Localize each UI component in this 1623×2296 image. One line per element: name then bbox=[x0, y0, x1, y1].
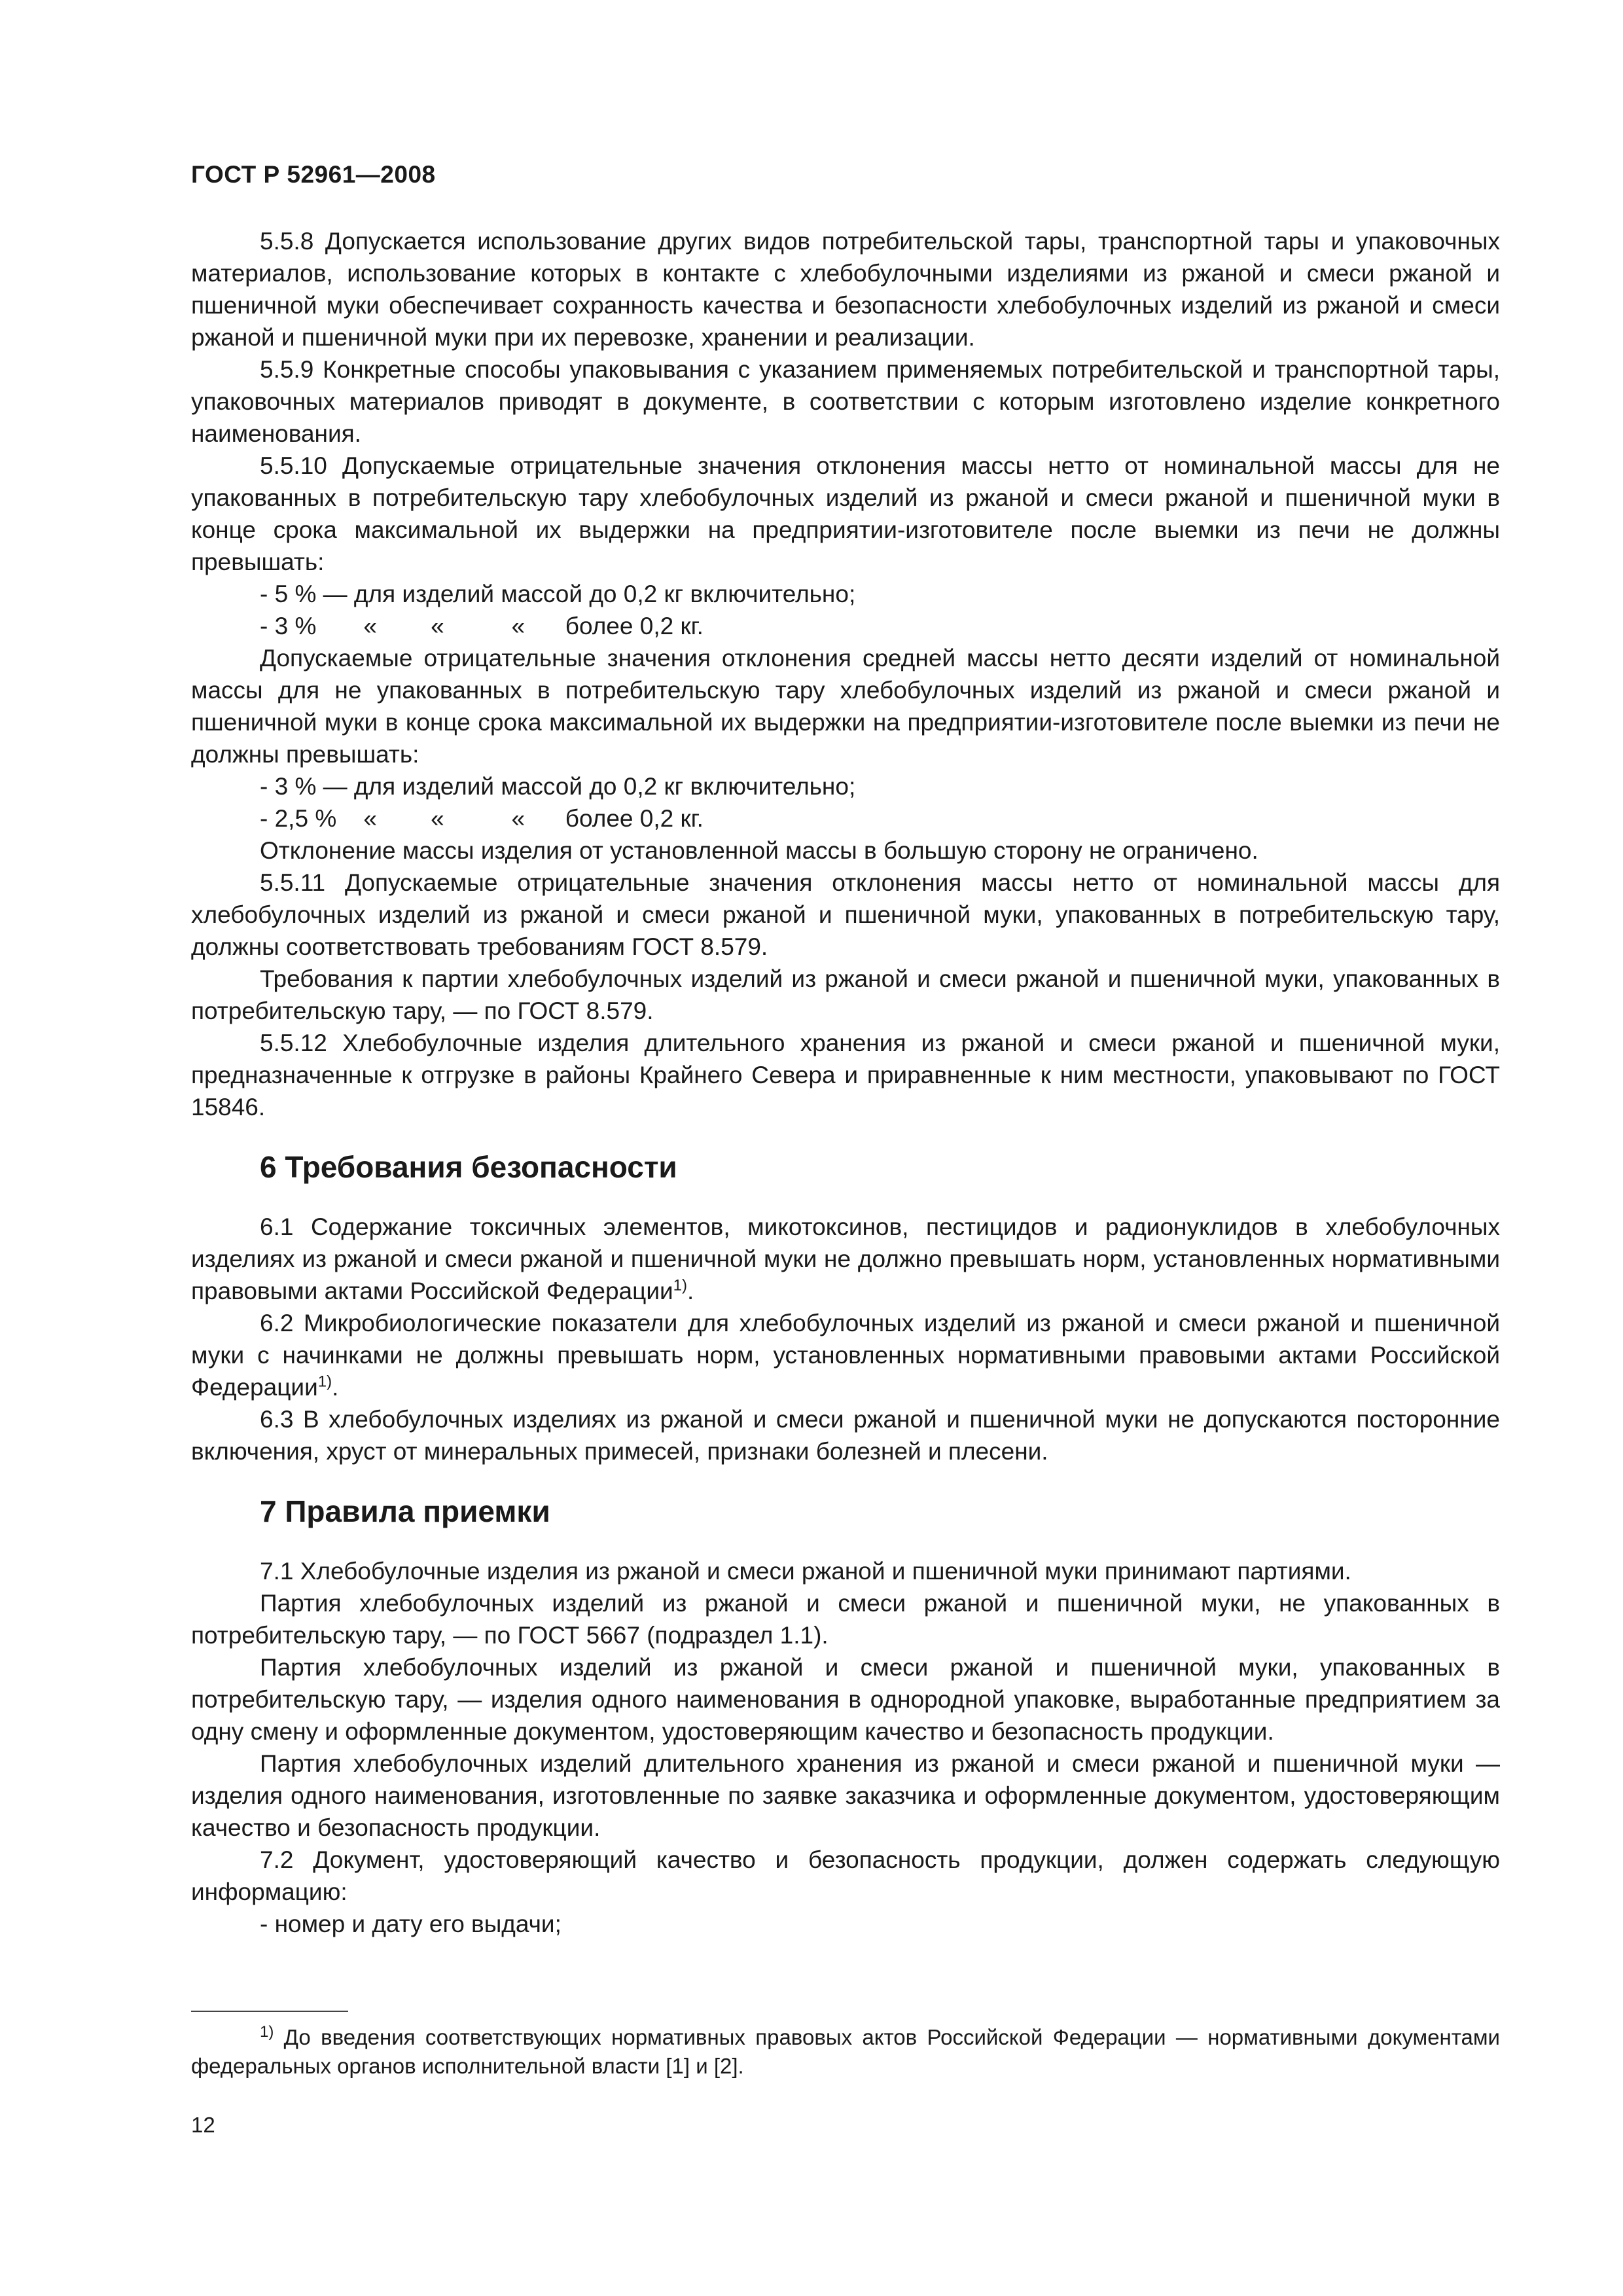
list-item: - 3 % — для изделий массой до 0,2 кг включительно; bbox=[260, 773, 856, 800]
clause-6-1 bbox=[191, 1211, 1500, 1307]
list-item: - номер и дату его выдачи; bbox=[260, 1910, 562, 1937]
footnote bbox=[191, 2023, 1500, 2081]
list-item: - 3 % « « « более 0,2 кг. bbox=[260, 613, 704, 639]
page-number: 12 bbox=[191, 2113, 215, 2137]
clause-5-5-8: 5.5.8 Допускается использование других видов потребительской тары, транспортной тары и упаковочных материалов, использование которых в контакте с хлебобулочными изделиями из ржаной и смеси ржаной и пшеничной муки обеспечивает сохранность качества и безопасности хлебобулочных изделий из ржаной и смеси ржаной и пшеничной муки при их перевозке, хранении и реализации. bbox=[191, 228, 1500, 351]
footnote-ref: 1) bbox=[673, 1276, 688, 1295]
clause-5-5-9: 5.5.9 Конкретные способы упаковывания с указанием применяемых потребительской и транспортной тары, упаковочных материалов приводят в документе, в соответствии с которым изготовлено изделие конкретного наименования. bbox=[191, 356, 1500, 447]
clause-5-5-12: 5.5.12 Хлебобулочные изделия длительного хранения из ржаной и смеси ржаной и пшеничной муки, предназначенные к отгрузке в районы Крайнего Севера и приравненные к ним местности, упаковывают по ГОСТ 15846. bbox=[191, 1030, 1500, 1121]
clause-5-5-11: 5.5.11 Допускаемые отрицательные значения отклонения массы нетто от номинальной массы для хлебобулочных изделий из ржаной и смеси ржаной и пшеничной муки, упакованных в потребительскую тару, должны соответствовать требованиям ГОСТ 8.579. bbox=[191, 869, 1500, 960]
footnote-ref: 1) bbox=[317, 1372, 332, 1391]
footnote-text: До введения соответствующих нормативных правовых актов Российской Федерации — нормативными документами федеральных органов исполнительной власти [1] и [2]. bbox=[191, 2025, 1500, 2078]
clause-7-1: 7.1 Хлебобулочные изделия из ржаной и смеси ржаной и пшеничной муки принимают партиями. bbox=[260, 1558, 1351, 1585]
clause-5-5-10-deviation-note: Отклонение массы изделия от установленной массы в большую сторону не ограничено. bbox=[260, 837, 1258, 864]
clause-5-5-11-batch: Требования к партии хлебобулочных изделий из ржаной и смеси ржаной и пшеничной муки, упакованных в потребительскую тару, — по ГОСТ 8.579. bbox=[191, 965, 1500, 1024]
clause-6-2-text: 6.2 Микробиологические показатели для хлебобулочных изделий из ржаной и смеси ржаной и пшеничной муки с начинками не должны превышать норм, установленных нормативными правовыми актами Российской Федерации bbox=[191, 1310, 1500, 1401]
clause-6-1-end: . bbox=[687, 1278, 694, 1304]
section-heading-acceptance: 7 Правила приемки bbox=[260, 1494, 550, 1528]
list-item: - 5 % — для изделий массой до 0,2 кг включительно; bbox=[260, 581, 856, 607]
footnote-divider bbox=[191, 2011, 348, 2012]
clause-7-1-long-storage-batch: Партия хлебобулочных изделий длительного хранения из ржаной и смеси ржаной и пшеничной муки — изделия одного наименования, изготовленные по заявке заказчика и оформленные документом, удостоверяющим качество и безопасность продукции. bbox=[191, 1750, 1500, 1841]
document-body bbox=[191, 225, 1500, 1940]
clause-5-5-10: 5.5.10 Допускаемые отрицательные значения отклонения массы нетто от номинальной массы для не упакованных в потребительскую тару хлебобулочных изделий из ржаной и смеси ржаной и пшеничной муки в конце срока максимальной их выдержки на предприятии-изготовителе после выемки из печи не должны превышать: bbox=[191, 452, 1500, 575]
clause-7-1-unpacked-batch: Партия хлебобулочных изделий из ржаной и смеси ржаной и пшеничной муки, не упакованных в потребительскую тару, — по ГОСТ 5667 (подраздел 1.1). bbox=[191, 1590, 1500, 1649]
section-heading-safety: 6 Требования безопасности bbox=[260, 1150, 677, 1184]
clause-5-5-10-average-mass: Допускаемые отрицательные значения отклонения средней массы нетто десяти изделий от номинальной массы для не упакованных в потребительскую тару хлебобулочных изделий из ржаной и смеси ржаной и пшеничной муки в конце срока максимальной их выдержки на предприятии-изготовителе после выемки из печи не должны превышать: bbox=[191, 645, 1500, 768]
document-code-header: ГОСТ Р 52961—2008 bbox=[191, 161, 436, 188]
list-item: - 2,5 % « « « более 0,2 кг. bbox=[260, 805, 704, 832]
clause-6-2 bbox=[191, 1307, 1500, 1403]
footnote-marker: 1) bbox=[260, 2023, 274, 2041]
clause-6-2-end: . bbox=[332, 1374, 339, 1401]
clause-7-2: 7.2 Документ, удостоверяющий качество и безопасность продукции, должен содержать следующую информацию: bbox=[191, 1846, 1500, 1905]
clause-6-3: 6.3 В хлебобулочных изделиях из ржаной и смеси ржаной и пшеничной муки не допускаются посторонние включения, хруст от минеральных примесей, признаки болезней и плесени. bbox=[191, 1406, 1500, 1465]
clause-6-1-text: 6.1 Содержание токсичных элементов, микотоксинов, пестицидов и радионуклидов в хлебобулочных изделиях из ржаной и смеси ржаной и пшеничной муки не должно превышать норм, установленных нормативными правовыми актами Российской Федерации bbox=[191, 1213, 1500, 1304]
clause-7-1-packed-batch: Партия хлебобулочных изделий из ржаной и смеси ржаной и пшеничной муки, упакованных в потребительскую тару, — изделия одного наименования в однородной упаковке, выработанные предприятием за одну смену и оформленные документом, удостоверяющим качество и безопасность продукции. bbox=[191, 1654, 1500, 1745]
